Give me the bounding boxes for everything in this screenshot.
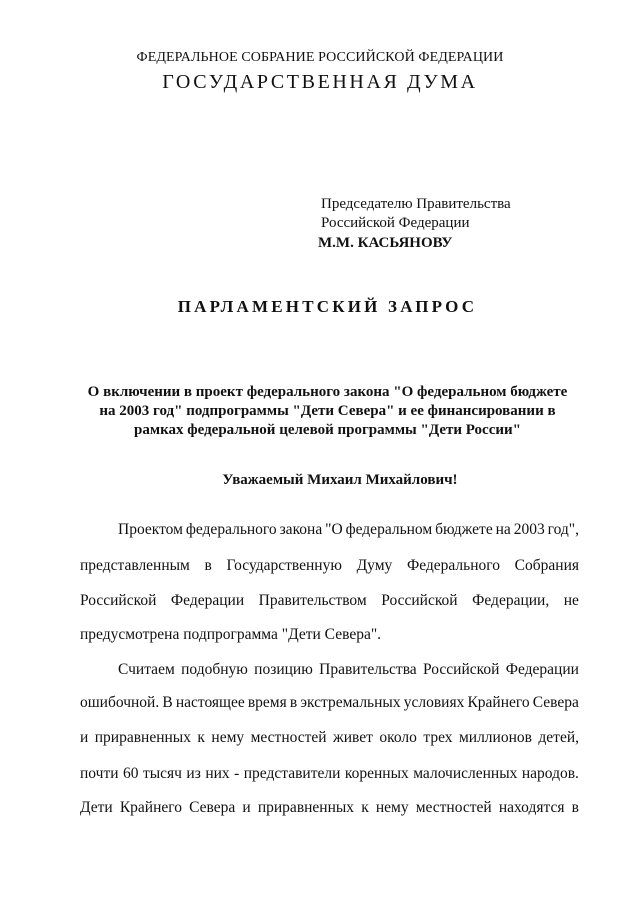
addressee-block bbox=[318, 195, 511, 253]
subject-line-3: рамках федеральной целевой программы "Дети России" bbox=[134, 422, 521, 438]
body-p1-line-3: Российской Федерации Правительством Российской Федерации, не bbox=[80, 592, 579, 609]
greeting: Уважаемый Михаил Михайлович! bbox=[222, 472, 458, 488]
header-organization: ФЕДЕРАЛЬНОЕ СОБРАНИЕ РОССИЙСКОЙ ФЕДЕРАЦИИ bbox=[136, 50, 504, 65]
body-p2-line-3: и приравненных к нему местностей живет около трех миллионов детей, bbox=[80, 729, 579, 746]
body-p2-line-4: почти 60 тысяч из них - представители коренных малочисленных народов. bbox=[80, 765, 579, 782]
addressee-name: М.М. КАСЬЯНОВУ bbox=[318, 235, 453, 251]
body-p2-line-1: Считаем подобную позицию Правительства Российской Федерации bbox=[118, 661, 579, 678]
body-p1-line-1: Проектом федерального закона "О федеральном бюджете на 2003 год", bbox=[118, 521, 579, 538]
body-p1-line-4: предусмотрена подпрограмма "Дети Севера". bbox=[80, 626, 382, 643]
body-p2-line-2: ошибочной. В настоящее время в экстремальных условиях Крайнего Севера bbox=[80, 694, 579, 711]
addressee-line-1: Председателю Правительства bbox=[321, 196, 511, 212]
body-p1-line-2: представленным в Государственную Думу Федерального Собрания bbox=[80, 557, 579, 574]
subject-block bbox=[70, 383, 585, 440]
body-p2-line-5: Дети Крайнего Севера и приравненных к нему местностей находятся в bbox=[80, 799, 579, 816]
document-type-title: ПАРЛАМЕНТСКИЙ ЗАПРОС bbox=[177, 297, 478, 316]
header-chamber: ГОСУДАРСТВЕННАЯ ДУМА bbox=[162, 71, 478, 93]
subject-line-1: О включении в проект федерального закона "О федеральном бюджете bbox=[87, 384, 568, 400]
addressee-line-2: Российской Федерации bbox=[321, 215, 470, 231]
subject-line-2: на 2003 год" подпрограммы "Дети Севера" и ее финансировании в bbox=[99, 403, 556, 419]
